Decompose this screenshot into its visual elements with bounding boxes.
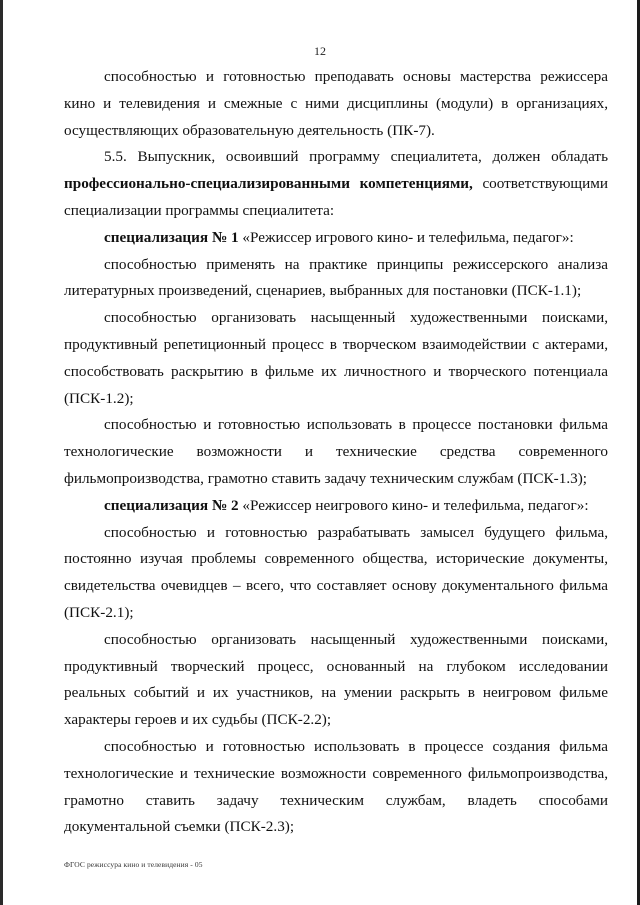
specialization-2-heading [64,493,608,520]
paragraph-5-5-end: соответствующими специализации программы специалитета: [64,175,608,219]
paragraph-psk-1-1 [64,252,608,306]
page-number: 12 [314,44,326,58]
specialization-1-heading [64,225,608,252]
scan-edge-left [0,0,3,905]
specialization-2-label: специализация № 2 [104,496,239,514]
document-body [64,64,608,841]
paragraph-5-5 [64,144,608,224]
paragraph-5-5-bold: профессионально-специализированными компетенциями, [64,175,473,193]
paragraph-psk-1-3 [64,412,608,492]
page-footer: ФГОС режиссура кино и телевидения - 05 [64,860,203,869]
paragraph-psk-2-3-text: способностью и готовностью использовать в процессе создания фильма технологические и технические возможности современного фильмопроизводства, грамотно ставить задачу техническим службам, владеть способами документальной съемки (ПСК-2.3); [64,737,608,836]
specialization-1-title: «Режиссер игрового кино- и телефильма, педагог»: [238,228,574,246]
paragraph-pk7 [64,64,608,144]
paragraph-5-5-start: 5.5. Выпускник, освоивший программу специалитета, должен обладать [104,148,608,166]
specialization-2-title: «Режиссер неигрового кино- и телефильма, педагог»: [238,496,589,514]
paragraph-psk-2-2 [64,627,608,734]
paragraph-psk-1-1-text: способностью применять на практике принципы режиссерского анализа литературных произведений, сценариев, выбранных для постановки (ПСК-1.1); [64,255,608,300]
paragraph-psk-2-1 [64,520,608,627]
paragraph-psk-2-3 [64,734,608,841]
paragraph-psk-1-3-text: способностью и готовностью использовать в процессе постановки фильма технологические возможности и технические средства современного фильмопроизводства, грамотно ставить задачу техническим службам (ПСК-1.3); [64,416,608,487]
paragraph-psk-1-2 [64,305,608,412]
paragraph-psk-2-2-text: способностью организовать насыщенный художественными поисками, продуктивный творческий процесс, основанный на глубоком исследовании реальных событий и их участников, на умении раскрыть в неигровом фильме характеры героев и их судьбы (ПСК-2.2); [64,630,608,729]
specialization-1-label: специализация № 1 [104,228,239,246]
paragraph-pk7-text: способностью и готовностью преподавать основы мастерства режиссера кино и телевидения и смежные с ними дисциплины (модули) в организациях, осуществляющих образовательную деятельность (ПК-7). [64,68,608,139]
paragraph-psk-2-1-text: способностью и готовностью разрабатывать замысел будущего фильма, постоянно изучая проблемы современного общества, исторические документы, свидетельства очевидцев – всего, что составляет основу документального фильма (ПСК-2.1); [64,523,608,621]
paragraph-psk-1-2-text: способностью организовать насыщенный художественными поисками, продуктивный репетиционный процесс в творческом взаимодействии с актерами, способствовать раскрытию в фильме их личностного и творческого потенциала (ПСК-1.2); [64,309,608,407]
